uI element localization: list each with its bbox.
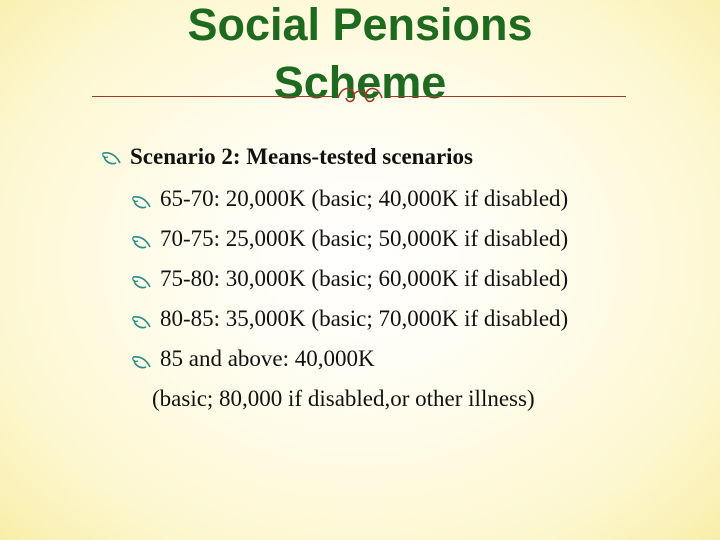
list-item-continuation: (basic; 80,000 if disabled,or other illness) [152, 386, 535, 411]
title-rule-left [92, 96, 332, 97]
curl-bullet-icon [132, 314, 152, 330]
curl-bullet-icon [132, 274, 152, 290]
list-item: 80-85: 35,000K (basic; 70,000K if disabled) [160, 306, 569, 331]
scenario-heading: Scenario 2: Means-tested scenarios [130, 144, 474, 169]
list-item: 65-70: 20,000K (basic; 40,000K if disabled) [160, 186, 569, 211]
title-line-1: Social Pensions [187, 0, 533, 50]
curl-bullet-icon [132, 234, 152, 250]
title-line-2: Scheme [273, 57, 447, 108]
list-item: 85 and above: 40,000K [160, 346, 375, 371]
curl-bullet-icon [132, 194, 152, 210]
divider-ornament-icon [334, 80, 386, 108]
list-item: 70-75: 25,000K (basic; 50,000K if disabled) [160, 226, 569, 251]
title-rule-right [388, 96, 626, 97]
curl-bullet-icon [132, 354, 152, 370]
list-item: 75-80: 30,000K (basic; 60,000K if disabled) [160, 266, 569, 291]
curl-bullet-icon [102, 150, 122, 166]
